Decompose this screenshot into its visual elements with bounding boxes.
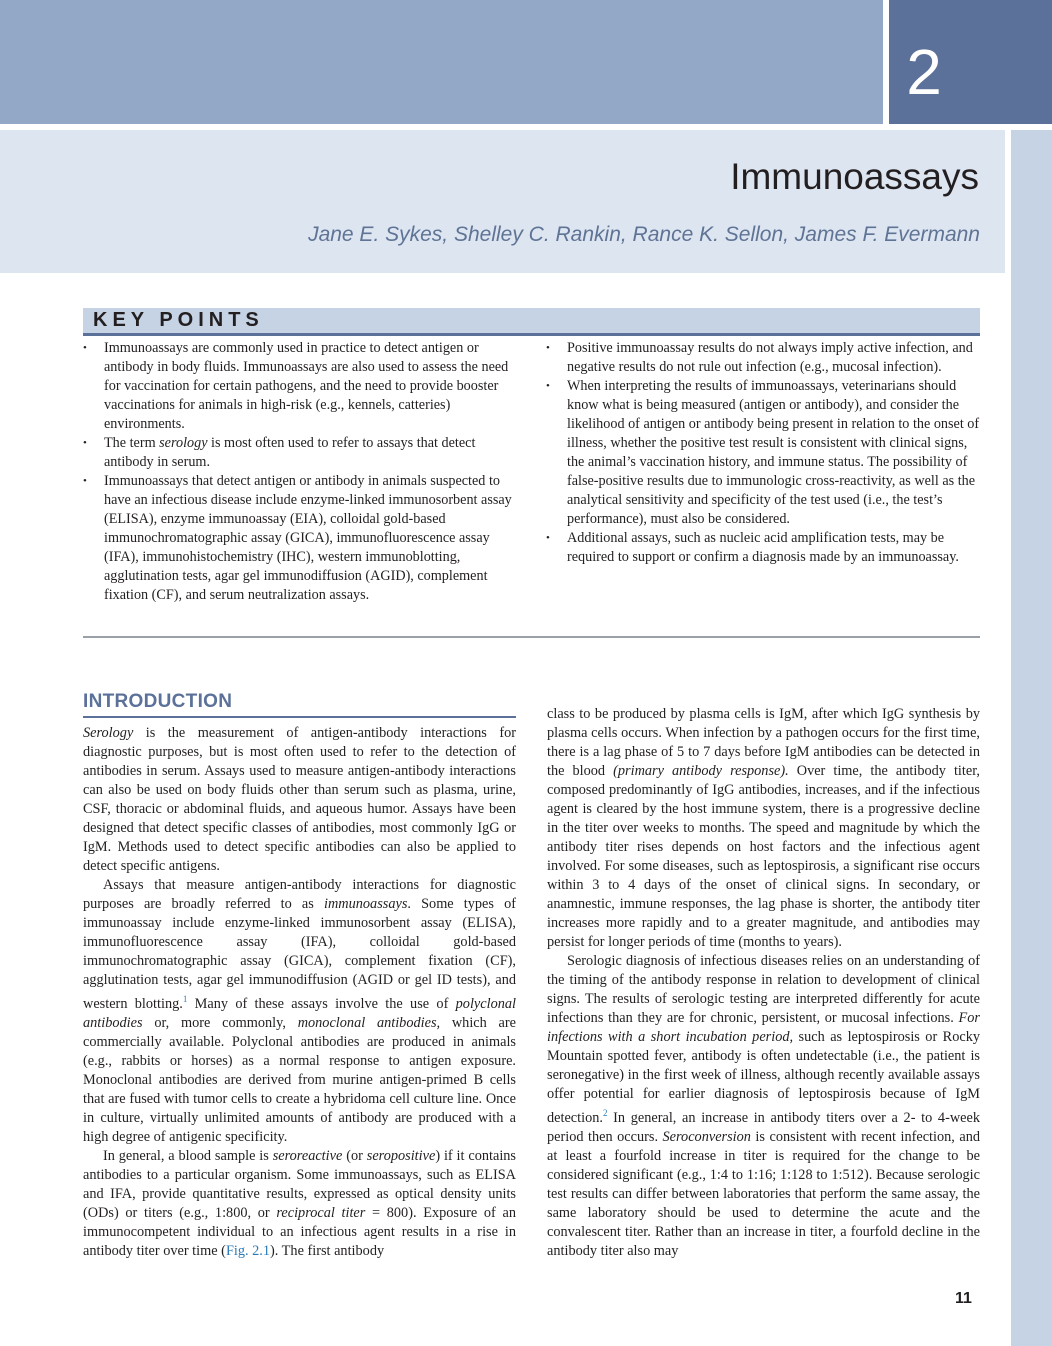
key-point-item: • Additional assays, such as nucleic acid amplification tests, may be required to support or confirm a diagnosis made by an immunoassay. (546, 529, 980, 567)
key-point-item: • Immunoassays are commonly used in practice to detect antigen or antibody in body fluids. Immunoassays are also used to assess the need for vaccination for certain pathogens, and the need to provide booster vaccinations for animals in high-risk (e.g., kennels, catteries) environments. (83, 339, 516, 434)
body-paragraph: In general, a blood sample is seroreactive (or seropositive) if it contains antibodies to a particular organism. Some immunoassays, such as ELISA and IFA, provide quantitative results, expressed as optical density units (ODs) or titers (e.g., 1:800, or reciprocal titer = 800). Exposure of an immunocompetent individual to an infectious agent results in a rise in antibody titer over time (Fig. 2.1). The first antibody (83, 1147, 517, 1259)
citation-link[interactable]: 2 (602, 1108, 608, 1118)
key-point-item: • Positive immunoassay results do not always imply active infection, and negative results do not rule out infection (e.g., mucosal infection). (546, 339, 980, 377)
page-number: 11 (955, 1290, 972, 1307)
key-points-bottom-rule (83, 636, 980, 638)
chapter-number-box (889, 0, 1052, 124)
right-margin-bar (1011, 130, 1052, 1346)
header-band (0, 0, 883, 124)
figure-link[interactable]: Fig. 2.1 (225, 1242, 271, 1259)
key-points-header (83, 308, 980, 336)
body-paragraph: Serologic diagnosis of infectious diseases relies on an understanding of the timing of the antibody response in relation to development of clinical signs. The results of serologic testing are interpreted differently for acute infections than they are for chronic, persistent, or mucosal infections. For infections with a short incubation period, such as leptospirosis or Rocky Mountain spotted fever, antibody is often undetectable (i.e., the patient is seronegative) in the first week of illness, although recently available assays offer potential for earlier diagnosis of leptospirosis because of IgM detection.$^2$ In general, an increase in antibody titers over a 2- to 4-week period then occurs. Seroconversion is consistent with recent infection, and at least a fourfold increase in titer is required for the change to be considered significant (e.g., 1:4 to 1:16; 1:128 to 1:512). Because serologic test results can differ between laboratories that perform the same assay, the same laboratory should be used to determine the acute and the convalescent titer. Rather than an increase in titer, a fourfold decline in the antibody titer also may (547, 953, 981, 1259)
chapter-number: 2 (906, 36, 942, 108)
chapter-authors: Jane E. Sykes, Shelley C. Rankin, Rance K. Sellon, James F. Evermann (308, 223, 980, 246)
key-point-item: • When interpreting the results of immunoassays, veterinarians should know what is being measured (antigen or antibody), and consider the likelihood of antigen or antibody being present in relation to the onset of illness, whether the positive test result is consistent with clinical signs, the animal’s vaccination history, and immune status. The possibility of false-positive results due to immunologic cross-reactivity, as well as the analytical sensitivity and specificity of the test used (i.e., the test’s performance), must also be considered. (546, 377, 980, 529)
key-points-right-column (546, 339, 980, 567)
title-band (0, 130, 1005, 273)
section-heading-introduction: INTRODUCTION (83, 691, 516, 718)
body-paragraph: Serology is the measurement of antigen-antibody interactions for diagnostic purposes, but is most often used to refer to the detection of antibodies in serum. Assays used to measure antigen-antibody interactions can also be used on body fluids other than serum such as plasma, urine, CSF, thoracic or abdominal fluids, and aqueous humor. Assays have been designed that detect specific classes of antibodies, most commonly IgG or IgM. Methods used to detect specific antibodies can also be applied to detect specific antigens. (83, 725, 516, 874)
chapter-title: Immunoassays (730, 156, 979, 197)
key-point-item: • Immunoassays that detect antigen or antibody in animals suspected to have an infectious disease include enzyme-linked immunosorbent assay (ELISA), enzyme immunoassay (EIA), colloidal gold-based immunochromatographic assay (GICA), immunofluorescence assay (IFA), immunohistochemistry (IHC), western immunoblotting, agglutination tests, agar gel immunodiffusion (AGID), complement fixation (CF), and serum neutralization assays. (83, 472, 516, 605)
body-paragraph: Assays that measure antigen-antibody interactions for diagnostic purposes are broadly referred to as immunoassays. Some types of immunoassay include enzyme-linked immunosorbent assay (ELISA), immunofluorescence assay (IFA), colloidal gold-based immunochromatographic assay (GICA), complement fixation (CF), agglutination tests, agar gel immunodiffusion (AGID or gel ID tests), and western blotting.$^1$ Many of these assays involve the use of polyclonal antibodies or, more commonly, monoclonal antibodies, which are commercially available. Polyclonal antibodies are produced in animals (e.g., rabbits or horses) as a normal response to antigen exposure. Monoclonal antibodies are derived from murine antigen-primed B cells that are fused with tumor cells to create a hybridoma cell culture line. Once in culture, virtually unlimited amounts of antibody are produced with a high degree of antigenic specificity. (83, 877, 517, 1145)
key-points-title: KEY POINTS (93, 309, 264, 331)
key-point-item: • The term serology is most often used to refer to assays that detect antibody in serum. (83, 434, 516, 472)
key-points-left-column (83, 339, 516, 605)
body-right-column (547, 705, 980, 1261)
citation-link[interactable]: 1 (182, 994, 188, 1004)
body-paragraph: class to be produced by plasma cells is IgM, after which IgG synthesis by plasma cells occurs. When infection by a pathogen occurs for the first time, there is a lag phase of 5 to 7 days before IgM antibodies can be detected in the blood (primary antibody response). Over time, the antibody titer, composed predominantly of IgG antibodies, increases, and if the infectious agent is cleared by the host immune system, there is a progressive decline in the titer over weeks to months. The speed and magnitude by which the antibody titer rises depends on host factors and the infectious agent involved. For some diseases, such as leptospirosis, a significant rise occurs within 3 to 4 days of the onset of clinical signs. In secondary, or anamnestic, immune responses, the lag phase is shorter, the antibody titer increases more rapidly and to a greater magnitude, and antibodies may persist for longer periods of time (months to years). (547, 706, 980, 950)
body-left-column (83, 724, 516, 1261)
